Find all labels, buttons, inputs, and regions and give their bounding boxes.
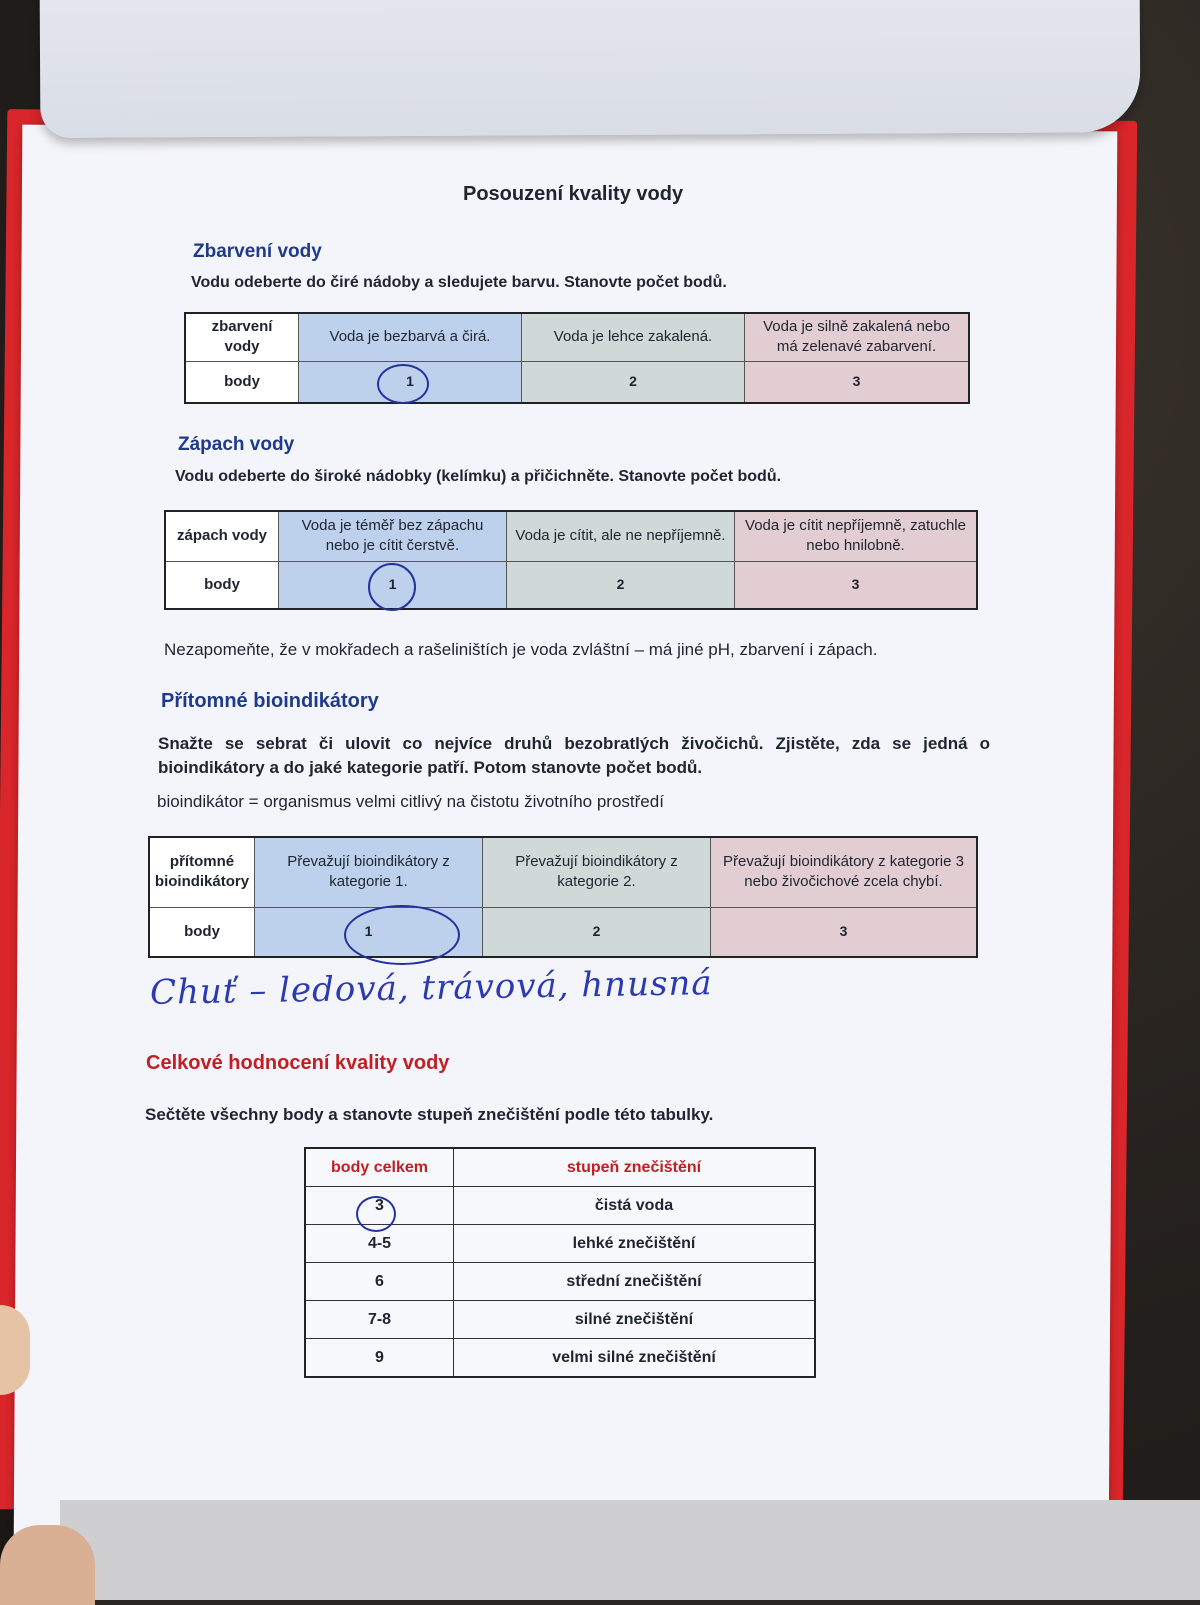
bioindicator-heading: Přítomné bioindikátory: [161, 690, 379, 712]
color-points-label: body: [185, 361, 299, 403]
level-cell: silné znečištění: [454, 1301, 816, 1339]
points-cell: 6: [305, 1263, 454, 1301]
smell-option-2: Voda je cítit, ale ne nepříjemně.: [507, 511, 735, 561]
color-heading: Zbarvení vody: [193, 241, 322, 262]
color-points-3: 3: [745, 361, 970, 403]
level-cell: čistá voda: [454, 1187, 816, 1225]
pen-circle-mark: [356, 1196, 396, 1232]
level-cell: střední znečištění: [454, 1263, 816, 1301]
bioindicator-option-3: Převažují bioindikátory z kategorie 3 nebo živočichové zcela chybí.: [711, 837, 978, 907]
smell-option-3: Voda je cítit nepříjemně, zatuchle nebo hnilobně.: [735, 511, 978, 561]
smell-points-label: body: [165, 561, 279, 609]
table-row: [305, 1339, 815, 1378]
color-table: [184, 312, 970, 404]
bioindicator-points-label: body: [149, 907, 255, 957]
points-cell: 7-8: [305, 1301, 454, 1339]
bioindicator-option-1: Převažují bioindikátory z kategorie 1.: [255, 837, 483, 907]
points-cell: 4-5: [305, 1225, 454, 1263]
color-option-2: Voda je lehce zakalená.: [522, 313, 745, 361]
bioindicator-definition: bioindikátor = organismus velmi citlivý na čistotu životního prostředí: [157, 792, 664, 811]
level-cell: velmi silné znečištění: [454, 1339, 816, 1378]
smell-points-1: 1: [279, 561, 507, 609]
color-option-1: Voda je bezbarvá a čirá.: [299, 313, 522, 361]
color-option-3: Voda je silně zakalená nebo má zelenavé zabarvení.: [745, 313, 970, 361]
pollution-table: [304, 1147, 816, 1378]
bioindicator-points-2: 2: [483, 907, 711, 957]
overall-heading: Celkové hodnocení kvality vody: [146, 1052, 450, 1074]
smell-option-1: Voda je téměř bez zápachu nebo je cítit čerstvě.: [279, 511, 507, 561]
col-points-header: body celkem: [305, 1148, 454, 1187]
level-cell: lehké znečištění: [454, 1225, 816, 1263]
color-instruction: Vodu odeberte do čiré nádoby a sledujete barvu. Stanovte počet bodů.: [191, 274, 727, 291]
handwritten-note: Chuť – ledová, trávová, hnusná: [149, 963, 713, 1013]
smell-table: [164, 510, 978, 610]
bioindicator-instruction: Snažte se sebrat či ulovit co nejvíce druhů bezobratlých živočichů. Zjistěte, zda se jedná o bioindikátory a do jaké kategorie patří. Potom stanovte počet bodů.: [158, 734, 990, 777]
points-cell: 9: [305, 1339, 454, 1378]
col-level-header: stupeň znečištění: [454, 1148, 816, 1187]
smell-row-label: zápach vody: [165, 511, 279, 561]
table-row: [305, 1263, 815, 1301]
color-points-1: 1: [299, 361, 522, 403]
smell-points-2: 2: [507, 561, 735, 609]
bioindicator-option-2: Převažují bioindikátory z kategorie 2.: [483, 837, 711, 907]
table-row: [305, 1301, 815, 1339]
color-row-label: zbarvení vody: [185, 313, 299, 361]
fabric-edge: [60, 1500, 1200, 1600]
bioindicator-points-3: 3: [711, 907, 978, 957]
bioindicator-table: [148, 836, 978, 958]
pen-circle-mark: [344, 905, 460, 965]
color-points-2: 2: [522, 361, 745, 403]
bioindicator-row-label: přítomné bioindikátory: [149, 837, 255, 907]
pen-circle-mark: [377, 364, 429, 404]
turned-page: [40, 0, 1141, 138]
points-cell: 3: [305, 1187, 454, 1225]
pen-circle-mark: [368, 563, 416, 611]
page-title: Posouzení kvality vody: [463, 183, 684, 205]
bioindicator-points-1: 1: [255, 907, 483, 957]
smell-points-3: 3: [735, 561, 978, 609]
smell-heading: Zápach vody: [178, 434, 295, 455]
smell-instruction: Vodu odeberte do široké nádobky (kelímku) a přičichněte. Stanovte počet bodů.: [175, 468, 782, 485]
wetland-note: Nezapomeňte, že v mokřadech a rašeliništích je voda zvláštní – má jiné pH, zbarvení i zápach.: [164, 640, 878, 659]
overall-instruction: Sečtěte všechny body a stanovte stupeň znečištění podle této tabulky.: [145, 1105, 714, 1124]
finger: [0, 1525, 95, 1605]
